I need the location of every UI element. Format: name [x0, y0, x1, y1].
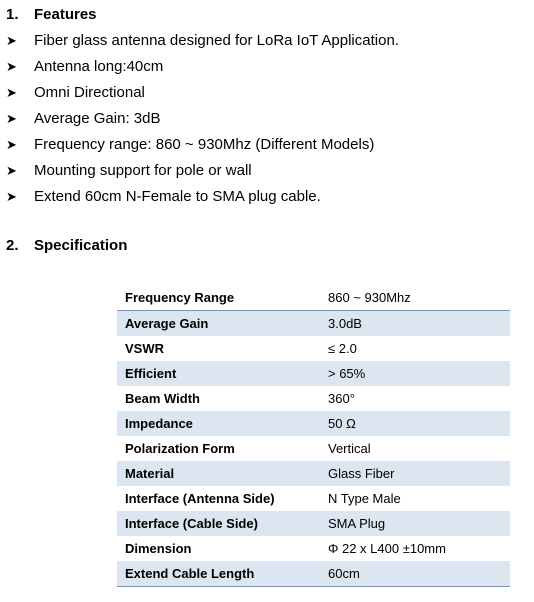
spec-label: Beam Width — [125, 391, 200, 406]
spec-label: Polarization Form — [125, 441, 235, 456]
features-heading-title: Features — [34, 6, 97, 23]
arrow-bullet-icon: ➤ — [6, 111, 17, 126]
arrow-bullet-icon: ➤ — [6, 163, 17, 178]
arrow-bullet-icon: ➤ — [6, 137, 17, 152]
spec-value: SMA Plug — [320, 511, 510, 536]
spec-label: Extend Cable Length — [117, 561, 320, 587]
table-row — [117, 361, 510, 386]
spec-label: Average Gain — [117, 311, 320, 337]
arrow-bullet-icon: ➤ — [6, 189, 17, 204]
features-heading-number: 1. — [6, 6, 19, 23]
spec-label: Efficient — [117, 361, 320, 386]
feature-item — [6, 109, 399, 135]
table-row — [117, 511, 510, 536]
features-heading — [6, 6, 97, 23]
spec-value: 360° — [328, 391, 355, 406]
table-row — [117, 436, 510, 461]
spec-value: Glass Fiber — [320, 461, 510, 486]
arrow-bullet-icon: ➤ — [6, 59, 17, 74]
arrow-bullet-icon: ➤ — [6, 33, 17, 48]
table-row — [117, 311, 510, 337]
feature-text: Fiber glass antenna designed for LoRa IoT Application. — [34, 32, 399, 49]
feature-text: Frequency range: 860 ~ 930Mhz (Different Models) — [34, 136, 375, 153]
table-row — [117, 561, 510, 587]
spec-value: 3.0dB — [320, 311, 510, 337]
table-row — [117, 285, 510, 311]
feature-text: Average Gain: 3dB — [34, 110, 161, 127]
spec-label: Frequency Range — [117, 285, 320, 311]
specification-heading-number: 2. — [6, 237, 19, 254]
features-list — [6, 31, 399, 213]
spec-value: 60cm — [320, 561, 510, 587]
table-row — [117, 536, 510, 561]
spec-label: Dimension — [125, 541, 192, 556]
spec-value: 860 ~ 930Mhz — [320, 285, 510, 311]
feature-text: Antenna long:40cm — [34, 58, 164, 75]
feature-item — [6, 31, 399, 57]
spec-value: > 65% — [320, 361, 510, 386]
feature-item — [6, 187, 399, 213]
feature-text: Extend 60cm N-Female to SMA plug cable. — [34, 188, 321, 205]
feature-item — [6, 135, 399, 161]
specification-heading-title: Specification — [34, 237, 128, 254]
spec-label: Impedance — [117, 411, 320, 436]
feature-item — [6, 83, 399, 109]
spec-value: N Type Male — [328, 491, 401, 506]
spec-label: Interface (Antenna Side) — [125, 491, 275, 506]
feature-text: Omni Directional — [34, 84, 145, 101]
spec-label: VSWR — [125, 341, 164, 356]
feature-text: Mounting support for pole or wall — [34, 162, 252, 179]
spec-value: Φ 22 x L400 ±10mm — [328, 541, 446, 556]
spec-value: Vertical — [328, 441, 371, 456]
spec-value: 50 Ω — [320, 411, 510, 436]
specification-heading — [6, 237, 127, 254]
table-row — [117, 486, 510, 511]
spec-value: ≤ 2.0 — [328, 341, 357, 356]
arrow-bullet-icon: ➤ — [6, 85, 17, 100]
table-row — [117, 461, 510, 486]
feature-item — [6, 57, 399, 83]
table-row — [117, 336, 510, 361]
specification-table — [117, 285, 510, 587]
spec-label: Material — [117, 461, 320, 486]
feature-item — [6, 161, 399, 187]
table-row — [117, 411, 510, 436]
table-row — [117, 386, 510, 411]
spec-label: Interface (Cable Side) — [117, 511, 320, 536]
